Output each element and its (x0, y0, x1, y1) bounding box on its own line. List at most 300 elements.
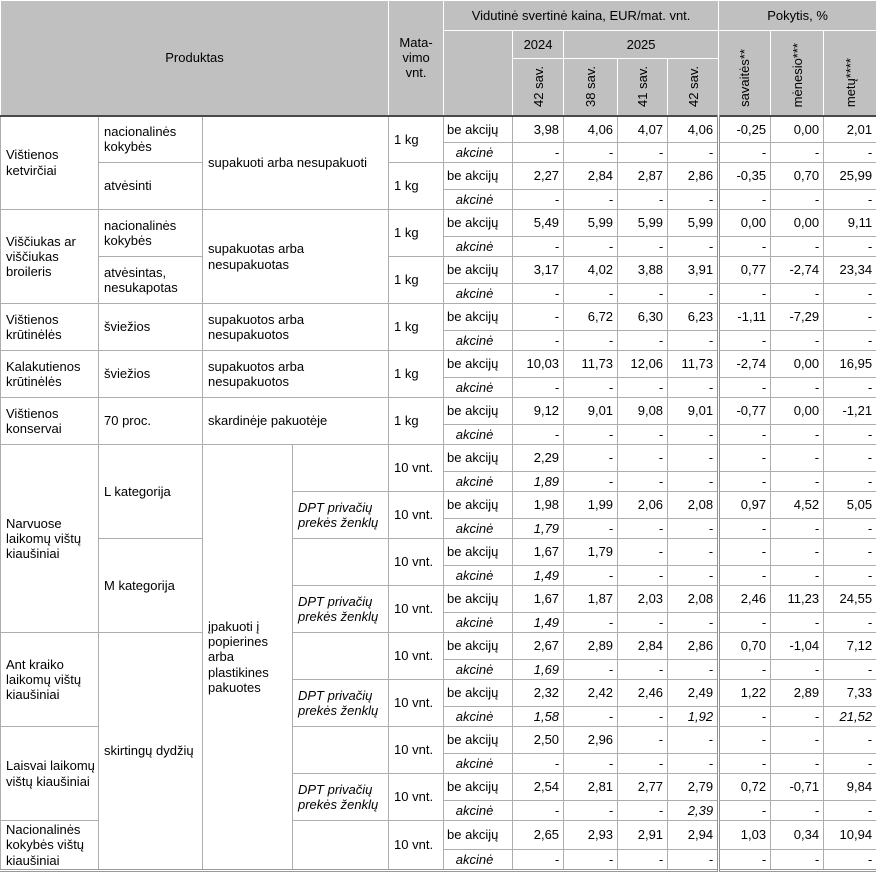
price-type-cell: akcinė (444, 378, 513, 398)
unit-cell: 1 kg (389, 351, 444, 398)
value-cell: - (824, 190, 876, 210)
value-cell: 1,69 (513, 660, 564, 680)
value-cell: 2,79 (668, 774, 719, 801)
value-cell: - (564, 660, 618, 680)
value-cell: 2,06 (618, 492, 668, 519)
packaging-cell: supakuotos arba nesupakuotos (203, 351, 389, 398)
value-cell: - (668, 472, 719, 492)
variant-cell: nacionalinės kokybės (99, 210, 203, 257)
value-cell: 25,99 (824, 163, 876, 190)
value-cell: - (668, 237, 719, 257)
packaging-cell: supakuoti arba nesupakuoti (203, 116, 389, 210)
value-cell: -0,77 (719, 398, 771, 425)
value-cell: - (513, 143, 564, 163)
unit-cell: 10 vnt. (389, 492, 444, 539)
price-type-cell: akcinė (444, 566, 513, 586)
value-cell: -2,74 (719, 351, 771, 378)
value-cell: - (668, 331, 719, 351)
value-cell: - (824, 304, 876, 331)
value-cell: - (719, 613, 771, 633)
value-cell: 5,99 (564, 210, 618, 237)
value-cell: - (771, 445, 824, 472)
value-cell: 12,06 (618, 351, 668, 378)
value-cell: 0,00 (771, 210, 824, 237)
value-cell: - (564, 425, 618, 445)
unit-cell: 1 kg (389, 398, 444, 445)
value-cell: - (618, 472, 668, 492)
variant-cell: L kategorija (99, 445, 203, 539)
value-cell: - (564, 566, 618, 586)
product-name-cell: Vištienos ketvirčiai (1, 116, 99, 210)
variant-cell: 70 proc. (99, 398, 203, 445)
price-type-cell: akcinė (444, 613, 513, 633)
value-cell: - (618, 849, 668, 870)
packaging-cell: supakuotas arba nesupakuotas (203, 210, 389, 304)
value-cell: - (618, 727, 668, 754)
price-type-cell: be akcijų (444, 539, 513, 566)
value-cell: - (668, 849, 719, 870)
value-cell: - (719, 143, 771, 163)
value-cell: 1,87 (564, 586, 618, 613)
packaging-cell: supakuotos arba nesupakuotos (203, 304, 389, 351)
value-cell: 1,22 (719, 680, 771, 707)
value-cell: - (771, 378, 824, 398)
value-cell: 9,08 (618, 398, 668, 425)
value-cell: -7,29 (771, 304, 824, 331)
value-cell: 2,29 (513, 445, 564, 472)
col-header-price: Vidutinė svertinė kaina, EUR/mat. vnt. (444, 1, 719, 31)
value-cell: - (719, 660, 771, 680)
value-cell: 2,32 (513, 680, 564, 707)
value-cell: 1,58 (513, 707, 564, 727)
value-cell: 2,54 (513, 774, 564, 801)
value-cell: 2,50 (513, 727, 564, 754)
value-cell: 0,97 (719, 492, 771, 519)
value-cell: - (513, 378, 564, 398)
value-cell: - (771, 849, 824, 870)
value-cell: 11,73 (668, 351, 719, 378)
value-cell: - (771, 660, 824, 680)
price-type-cell: akcinė (444, 754, 513, 774)
value-cell: 2,65 (513, 821, 564, 850)
product-name-cell: Narvuose laikomų vištų kiaušiniai (1, 445, 99, 633)
value-cell: - (719, 472, 771, 492)
col-header-week-42-2024: 42 sav. (513, 59, 564, 116)
value-cell: - (824, 754, 876, 774)
value-cell: - (824, 425, 876, 445)
value-cell: - (618, 754, 668, 774)
price-type-cell: be akcijų (444, 351, 513, 378)
value-cell: 3,91 (668, 257, 719, 284)
price-type-cell: akcinė (444, 284, 513, 304)
value-cell: 2,49 (668, 680, 719, 707)
value-cell: 2,42 (564, 680, 618, 707)
value-cell: 2,86 (668, 163, 719, 190)
value-cell: 4,06 (668, 116, 719, 143)
price-type-cell: be akcijų (444, 304, 513, 331)
unit-cell: 1 kg (389, 210, 444, 257)
product-name-cell: Vištienos konservai (1, 398, 99, 445)
price-type-cell: be akcijų (444, 210, 513, 237)
value-cell: - (668, 190, 719, 210)
product-name-cell: Laisvai laikomų vištų kiaušiniai (1, 727, 99, 821)
col-header-2024: 2024 (513, 31, 564, 59)
brand-cell: DPT privačių prekės ženklų (293, 774, 389, 821)
value-cell: - (564, 143, 618, 163)
price-type-cell: akcinė (444, 190, 513, 210)
value-cell: 2,03 (618, 586, 668, 613)
value-cell: - (618, 331, 668, 351)
value-cell: - (771, 754, 824, 774)
value-cell: - (719, 331, 771, 351)
value-cell: - (618, 707, 668, 727)
price-type-cell: be akcijų (444, 445, 513, 472)
value-cell: - (771, 801, 824, 821)
unit-cell: 10 vnt. (389, 586, 444, 633)
value-cell: 2,77 (618, 774, 668, 801)
value-cell: - (668, 660, 719, 680)
brand-cell-empty (293, 727, 389, 774)
variant-cell: atvėsinti (99, 163, 203, 210)
brand-cell: DPT privačių prekės ženklų (293, 586, 389, 633)
col-header-pricetype-empty (444, 31, 513, 116)
value-cell: 9,01 (668, 398, 719, 425)
value-cell: 1,67 (513, 586, 564, 613)
value-cell: - (824, 519, 876, 539)
value-cell: 4,52 (771, 492, 824, 519)
value-cell: -1,11 (719, 304, 771, 331)
price-type-cell: akcinė (444, 849, 513, 870)
value-cell: - (564, 331, 618, 351)
value-cell: - (618, 143, 668, 163)
value-cell: 2,08 (668, 586, 719, 613)
unit-cell: 10 vnt. (389, 680, 444, 727)
value-cell: 10,03 (513, 351, 564, 378)
value-cell: - (771, 190, 824, 210)
value-cell: -2,74 (771, 257, 824, 284)
value-cell: 2,81 (564, 774, 618, 801)
value-cell: 1,89 (513, 472, 564, 492)
value-cell: 2,08 (668, 492, 719, 519)
value-cell: - (771, 727, 824, 754)
value-cell: - (668, 727, 719, 754)
value-cell: 3,88 (618, 257, 668, 284)
value-cell: 2,46 (618, 680, 668, 707)
value-cell: - (824, 613, 876, 633)
value-cell: 1,99 (564, 492, 618, 519)
value-cell: - (618, 237, 668, 257)
value-cell: - (564, 754, 618, 774)
value-cell: - (824, 284, 876, 304)
value-cell: - (719, 727, 771, 754)
value-cell: - (824, 331, 876, 351)
value-cell: - (824, 237, 876, 257)
value-cell: 2,91 (618, 821, 668, 850)
value-cell: 9,84 (824, 774, 876, 801)
value-cell: 0,77 (719, 257, 771, 284)
value-cell: - (824, 539, 876, 566)
brand-cell: DPT privačių prekės ženklų (293, 492, 389, 539)
value-cell: - (771, 613, 824, 633)
value-cell: - (513, 237, 564, 257)
value-cell: - (719, 754, 771, 774)
value-cell: 1,92 (668, 707, 719, 727)
value-cell: 23,34 (824, 257, 876, 284)
value-cell: -0,25 (719, 116, 771, 143)
value-cell: 5,49 (513, 210, 564, 237)
value-cell: - (668, 754, 719, 774)
unit-cell: 1 kg (389, 163, 444, 210)
unit-cell: 1 kg (389, 257, 444, 304)
value-cell: 9,11 (824, 210, 876, 237)
value-cell: - (719, 849, 771, 870)
unit-cell: 10 vnt. (389, 539, 444, 586)
value-cell: 7,12 (824, 633, 876, 660)
value-cell: - (719, 566, 771, 586)
value-cell: - (564, 613, 618, 633)
value-cell: 2,89 (771, 680, 824, 707)
value-cell: 0,34 (771, 821, 824, 850)
price-type-cell: akcinė (444, 237, 513, 257)
value-cell: 6,30 (618, 304, 668, 331)
value-cell: 6,23 (668, 304, 719, 331)
variant-cell: šviežios (99, 304, 203, 351)
price-type-cell: akcinė (444, 425, 513, 445)
value-cell: 11,73 (564, 351, 618, 378)
unit-cell: 10 vnt. (389, 633, 444, 680)
price-type-cell: akcinė (444, 660, 513, 680)
col-header-change-year: metų**** (824, 31, 876, 116)
value-cell: - (719, 539, 771, 566)
value-cell: - (824, 727, 876, 754)
price-type-cell: akcinė (444, 472, 513, 492)
value-cell: - (719, 284, 771, 304)
value-cell: - (618, 539, 668, 566)
value-cell: 1,79 (564, 539, 618, 566)
variant-cell: skirtingų dydžių (99, 633, 203, 871)
unit-cell: 1 kg (389, 116, 444, 163)
value-cell: - (513, 754, 564, 774)
value-cell: - (719, 237, 771, 257)
value-cell: - (719, 378, 771, 398)
col-header-change: Pokytis, % (719, 1, 876, 31)
value-cell: - (719, 801, 771, 821)
value-cell: 2,39 (668, 801, 719, 821)
value-cell: - (771, 707, 824, 727)
value-cell: 2,01 (824, 116, 876, 143)
variant-cell: atvėsintas, nesukapotas (99, 257, 203, 304)
value-cell: 9,12 (513, 398, 564, 425)
product-name-cell: Nacionalinės kokybės vištų kiaušiniai (1, 821, 99, 871)
value-cell: 1,49 (513, 566, 564, 586)
value-cell: - (564, 237, 618, 257)
price-type-cell: be akcijų (444, 586, 513, 613)
col-header-week-38: 38 sav. (564, 59, 618, 116)
value-cell: 5,05 (824, 492, 876, 519)
price-type-cell: akcinė (444, 143, 513, 163)
price-type-cell: akcinė (444, 519, 513, 539)
product-name-cell: Vištienos krūtinėlės (1, 304, 99, 351)
value-cell: - (824, 445, 876, 472)
value-cell: -0,35 (719, 163, 771, 190)
brand-cell: DPT privačių prekės ženklų (293, 680, 389, 727)
value-cell: - (824, 472, 876, 492)
value-cell: - (824, 566, 876, 586)
value-cell: 0,00 (771, 116, 824, 143)
value-cell: - (771, 331, 824, 351)
col-header-change-month: mėnesio*** (771, 31, 824, 116)
value-cell: 5,99 (668, 210, 719, 237)
value-cell: 1,98 (513, 492, 564, 519)
value-cell: - (618, 801, 668, 821)
value-cell: - (618, 284, 668, 304)
price-type-cell: akcinė (444, 801, 513, 821)
value-cell: - (668, 539, 719, 566)
value-cell: 1,49 (513, 613, 564, 633)
value-cell: - (513, 331, 564, 351)
brand-cell-empty (293, 539, 389, 586)
value-cell: - (719, 425, 771, 445)
value-cell: 2,67 (513, 633, 564, 660)
value-cell: - (564, 284, 618, 304)
value-cell: - (668, 284, 719, 304)
value-cell: - (719, 707, 771, 727)
value-cell: 0,70 (771, 163, 824, 190)
brand-cell-empty (293, 821, 389, 871)
value-cell: - (564, 378, 618, 398)
price-type-cell: be akcijų (444, 774, 513, 801)
value-cell: - (771, 566, 824, 586)
value-cell: 2,94 (668, 821, 719, 850)
unit-cell: 10 vnt. (389, 821, 444, 871)
value-cell: - (824, 849, 876, 870)
value-cell: - (513, 801, 564, 821)
value-cell: 1,03 (719, 821, 771, 850)
price-type-cell: be akcijų (444, 163, 513, 190)
value-cell: - (771, 472, 824, 492)
value-cell: 1,79 (513, 519, 564, 539)
price-type-cell: be akcijų (444, 680, 513, 707)
value-cell: 2,84 (564, 163, 618, 190)
price-type-cell: be akcijų (444, 492, 513, 519)
value-cell: - (564, 519, 618, 539)
value-cell: - (564, 445, 618, 472)
value-cell: - (564, 190, 618, 210)
price-type-cell: akcinė (444, 331, 513, 351)
value-cell: - (771, 284, 824, 304)
col-header-week-42-2025: 42 sav. (668, 59, 719, 116)
value-cell: - (513, 190, 564, 210)
variant-cell: šviežios (99, 351, 203, 398)
value-cell: - (668, 613, 719, 633)
value-cell: - (824, 660, 876, 680)
product-name-cell: Kalakutienos krūtinėlės (1, 351, 99, 398)
value-cell: 2,46 (719, 586, 771, 613)
price-type-cell: be akcijų (444, 116, 513, 143)
value-cell: 0,00 (771, 398, 824, 425)
unit-cell: 10 vnt. (389, 774, 444, 821)
price-type-cell: be akcijų (444, 727, 513, 754)
value-cell: 4,07 (618, 116, 668, 143)
value-cell: 0,70 (719, 633, 771, 660)
value-cell: 1,67 (513, 539, 564, 566)
value-cell: - (618, 566, 668, 586)
value-cell: - (513, 849, 564, 870)
value-cell: - (618, 613, 668, 633)
value-cell: - (618, 519, 668, 539)
variant-cell: nacionalinės kokybės (99, 116, 203, 163)
value-cell: - (668, 445, 719, 472)
value-cell: 2,86 (668, 633, 719, 660)
col-header-2025: 2025 (564, 31, 719, 59)
value-cell: - (771, 519, 824, 539)
col-header-change-week: savaitės** (719, 31, 771, 116)
price-type-cell: be akcijų (444, 633, 513, 660)
variant-cell: M kategorija (99, 539, 203, 633)
value-cell: 2,87 (618, 163, 668, 190)
value-cell: 3,17 (513, 257, 564, 284)
value-cell: 3,98 (513, 116, 564, 143)
value-cell: - (618, 190, 668, 210)
value-cell: - (668, 566, 719, 586)
value-cell: - (618, 378, 668, 398)
value-cell: - (564, 801, 618, 821)
value-cell: - (824, 801, 876, 821)
value-cell: -1,04 (771, 633, 824, 660)
col-header-week-41: 41 sav. (618, 59, 668, 116)
value-cell: 9,01 (564, 398, 618, 425)
price-type-cell: akcinė (444, 707, 513, 727)
price-type-cell: be akcijų (444, 398, 513, 425)
value-cell: 11,23 (771, 586, 824, 613)
value-cell: - (668, 143, 719, 163)
value-cell: - (719, 445, 771, 472)
value-cell: 2,93 (564, 821, 618, 850)
value-cell: - (564, 707, 618, 727)
value-cell: - (668, 519, 719, 539)
price-type-cell: be akcijų (444, 821, 513, 850)
value-cell: 2,96 (564, 727, 618, 754)
value-cell: - (513, 304, 564, 331)
value-cell: - (824, 143, 876, 163)
value-cell: - (771, 539, 824, 566)
value-cell: - (668, 378, 719, 398)
value-cell: 21,52 (824, 707, 876, 727)
value-cell: 5,99 (618, 210, 668, 237)
col-header-produktas: Produktas (1, 1, 389, 116)
value-cell: 6,72 (564, 304, 618, 331)
value-cell: 0,00 (771, 351, 824, 378)
value-cell: - (719, 519, 771, 539)
packaging-cell: skardinėje pakuotėje (203, 398, 389, 445)
value-cell: - (513, 284, 564, 304)
value-cell: - (824, 378, 876, 398)
value-cell: - (771, 143, 824, 163)
value-cell: - (564, 472, 618, 492)
value-cell: 4,06 (564, 116, 618, 143)
value-cell: 2,27 (513, 163, 564, 190)
unit-cell: 1 kg (389, 304, 444, 351)
price-type-cell: be akcijų (444, 257, 513, 284)
value-cell: 0,72 (719, 774, 771, 801)
brand-cell-empty (293, 633, 389, 680)
col-header-matavimo: Mata-vimo vnt. (389, 1, 444, 116)
value-cell: 7,33 (824, 680, 876, 707)
product-name-cell: Ant kraiko laikomų vištų kiaušiniai (1, 633, 99, 727)
value-cell: - (618, 660, 668, 680)
value-cell: - (618, 425, 668, 445)
value-cell: 10,94 (824, 821, 876, 850)
